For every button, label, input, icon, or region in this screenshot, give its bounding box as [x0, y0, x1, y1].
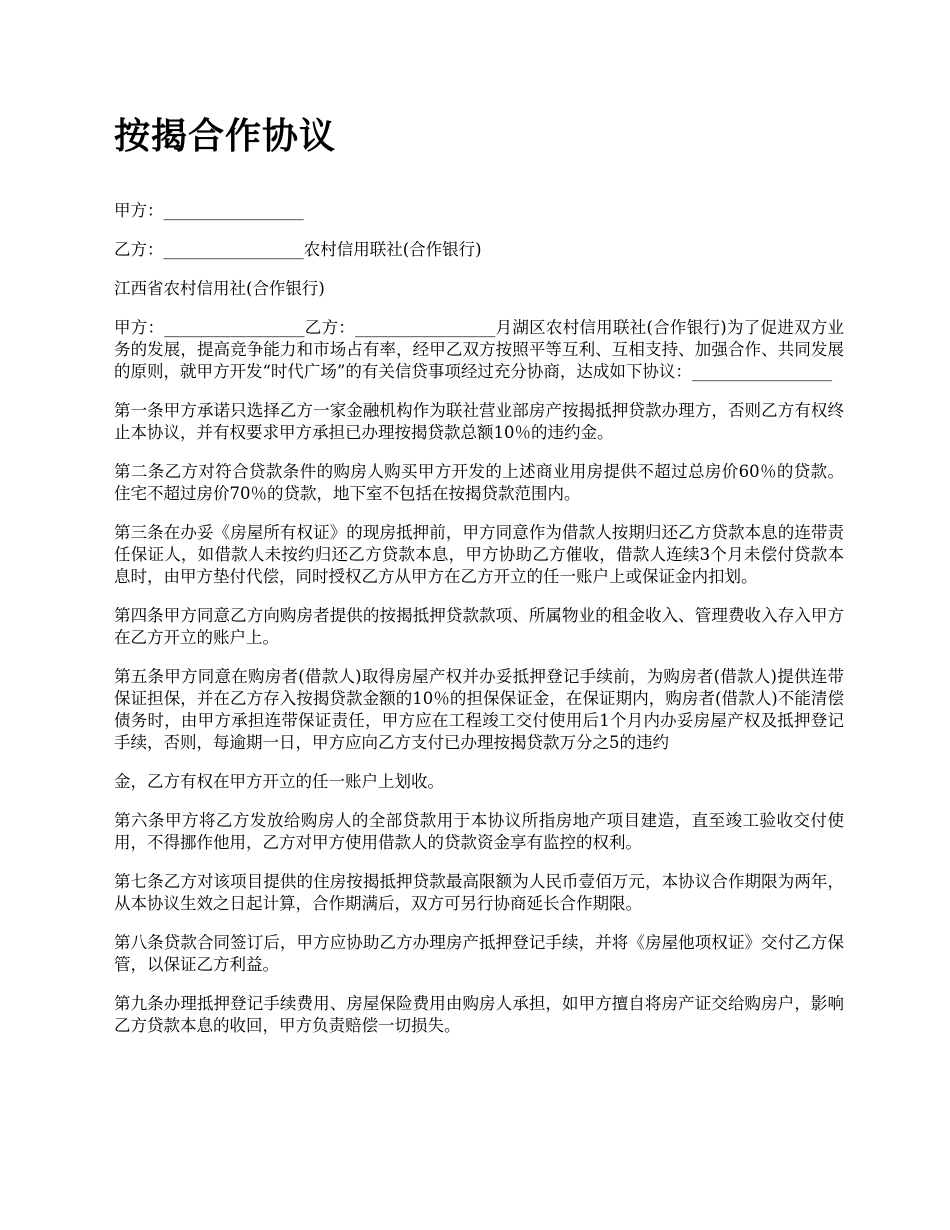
article-4: 第四条甲方同意乙方向购房者提供的按揭抵押贷款款项、所属物业的租金收入、管理费收入存入甲方在乙方开立的账户上。 [114, 606, 844, 647]
article-3: 第三条在办妥《房屋所有权证》的现房抵押前，甲方同意作为借款人按期归还乙方贷款本息的连带责任保证人，如借款人未按约归还乙方贷款本息，甲方协助乙方催收，借款人连续3个月未偿付贷款本息时，由甲方垫付代偿，同时授权乙方从甲方在乙方开立的任一账户上或保证金内扣划。 [114, 523, 844, 586]
document-title: 按揭合作协议 [114, 115, 337, 157]
article-1: 第一条甲方承诺只选择乙方一家金融机构作为联社营业部房产按揭抵押贷款办理方，否则乙方有权终止本协议，并有权要求甲方承担已办理按揭贷款总额10％的违约金。 [114, 401, 844, 442]
article-8: 第八条贷款合同签订后，甲方应协助乙方办理房产抵押登记手续，并将《房屋他项权证》交付乙方保管，以保证乙方利益。 [114, 933, 844, 974]
article-9: 第九条办理抵押登记手续费用、房屋保险费用由购房人承担，如甲方擅自将房产证交给购房户，影响乙方贷款本息的收回，甲方负责赔偿一切损失。 [114, 994, 844, 1035]
article-5-continued: 金，乙方有权在甲方开立的任一账户上划收。 [114, 772, 444, 791]
article-6: 第六条甲方将乙方发放给购房人的全部贷款用于本协议所指房地产项目建造，直至竣工验收交付使用，不得挪作他用，乙方对甲方使用借款人的贷款资金享有监控的权利。 [114, 811, 844, 852]
article-5: 第五条甲方同意在购房者(借款人)取得房屋产权并办妥抵押登记手续前，为购房者(借款人)提供连带保证担保，并在乙方存入按揭贷款金额的10％的担保保证金，在保证期内，购房者(借款人)不能清偿债务时，由甲方承担连带保证责任，甲方应在工程竣工交付使用后1个月内办妥房屋产权及抵押登记手续，否则，每逾期一日，甲方应向乙方支付已办理按揭贷款万分之5的违约 [114, 667, 844, 752]
party-a-line: 甲方：_________________ [114, 201, 304, 220]
bank-line: 江西省农村信用社(合作银行) [114, 279, 325, 298]
article-7: 第七条乙方对该项目提供的住房按揭抵押贷款最高限额为人民币壹佰万元，本协议合作期限为两年，从本协议生效之日起计算，合作期满后，双方可另行协商延长合作期限。 [114, 872, 844, 913]
article-2: 第二条乙方对符合贷款条件的购房人购买甲方开发的上述商业用房提供不超过总房价60％的贷款。住宅不超过房价70％的贷款，地下室不包括在按揭贷款范围内。 [114, 462, 844, 503]
preamble-paragraph: 甲方：_________________乙方：_________________月湖区农村信用联社(合作银行)为了促进双方业务的发展，提高竞争能力和市场占有率，经甲乙双方按照平等互利、互相支持、加强合作、共同发展的原则，就甲方开发“时代广场”的有关信贷事项经过充分协商，达成如下协议：_________________ [114, 318, 844, 381]
document-page [114, 110, 844, 1054]
party-b-line: 乙方：_________________农村信用联社(合作银行) [114, 240, 482, 259]
